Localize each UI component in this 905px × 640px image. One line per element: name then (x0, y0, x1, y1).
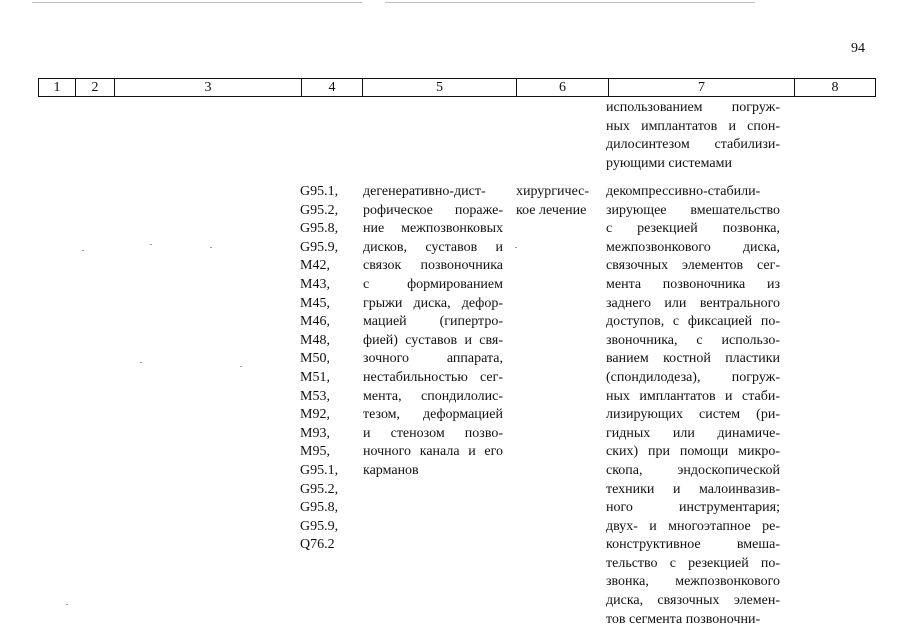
treatment-method-column (606, 183, 780, 629)
method-line: ванием костной пластики (606, 351, 780, 367)
header-cell: 6 (516, 79, 608, 96)
header-cell: 5 (362, 79, 516, 96)
treatment-type-line: кое лечение (516, 202, 587, 218)
method-line: скопа, эндоскопической (606, 462, 780, 478)
diagnosis-line: ние межпозвонковых (363, 221, 503, 237)
header-cell: 7 (608, 79, 794, 96)
method-line: декомпрессивно-стабили- (606, 184, 761, 199)
method-line: звоночника, с использо- (606, 332, 780, 348)
method-line: зирующее вмешательство (606, 202, 780, 218)
diagnosis-line: грыжи диска, дефор- (363, 295, 503, 311)
scan-speck (515, 247, 517, 248)
diagnosis-line: рофическое пораже- (363, 202, 503, 218)
method-line: лизирующих систем (ри- (606, 407, 780, 423)
method-line: доступов, с фиксацией по- (606, 314, 780, 330)
method-line: использованием погруж- (606, 100, 780, 115)
method-line: ских) при помощи микро- (606, 444, 780, 460)
method-line: заднего или вентрального (606, 295, 780, 311)
page-number: 94 (851, 41, 865, 56)
method-line: техники и малоинвазив- (606, 481, 780, 497)
method-line: тельство с резекцией по- (606, 555, 780, 571)
scan-speck (240, 366, 242, 367)
header-cell: 1 (53, 80, 61, 95)
method-line: связочных элементов сег- (606, 258, 780, 274)
header-cell: 8 (794, 79, 875, 96)
diagnosis-code: M42, (300, 258, 330, 274)
method-line: дилосинтезом стабилизи- (606, 137, 780, 153)
diagnosis-code: M46, (300, 314, 330, 330)
diagnosis-code: M92, (300, 407, 330, 423)
diagnosis-code: G95.1, (300, 184, 339, 199)
diagnosis-code: Q76.2 (300, 537, 335, 553)
method-line: диска, связочных элемен- (606, 593, 780, 609)
header-cell: 2 (75, 79, 114, 96)
scan-speck (66, 604, 68, 605)
diagnosis-code: G95.2, (300, 481, 339, 497)
table-header-row (38, 78, 876, 97)
diagnosis-code: G95.2, (300, 202, 339, 218)
treatment-type-line: хирургичес- (516, 184, 590, 199)
method-line: гидных или динамиче- (606, 425, 780, 441)
diagnosis-code: G95.9, (300, 239, 339, 255)
diagnosis-line: мента, спондилолис- (363, 388, 503, 404)
diagnosis-code: M93, (300, 425, 330, 441)
scan-speck (150, 244, 152, 245)
diagnosis-code: G95.9, (300, 518, 339, 534)
treatment-type-column (516, 183, 600, 220)
method-line: двух- и многоэтапное ре- (606, 518, 780, 534)
scan-speck (82, 250, 84, 251)
method-line: тов сегмента позвоночни- (606, 611, 761, 627)
diagnosis-code: G95.8, (300, 221, 339, 237)
method-line: ных имплантатов и спон- (606, 118, 780, 134)
diagnosis-line: мацией (гипертро- (363, 314, 503, 330)
diagnosis-column (363, 183, 503, 481)
method-line: ных имплантатов и стаби- (606, 388, 780, 404)
diagnosis-line: фией) суставов и свя- (363, 332, 503, 348)
top-rule-right (385, 2, 755, 3)
diagnosis-code: M43, (300, 276, 330, 292)
diagnosis-code: M48, (300, 332, 330, 348)
diagnosis-line: зочного аппарата, (363, 351, 503, 367)
header-cell: 4 (301, 79, 362, 96)
method-line: межпозвонкового диска, (606, 239, 780, 255)
diagnosis-line: нестабильностью сег- (363, 369, 503, 385)
diagnosis-code: M50, (300, 351, 330, 367)
continued-method-text (606, 99, 780, 173)
scan-speck (210, 247, 212, 248)
diagnosis-line: ночного канала и его (363, 444, 503, 460)
diagnosis-line: с формированием (363, 276, 503, 292)
method-line: с резекцией позвонка, (606, 221, 780, 237)
diagnosis-code: M53, (300, 388, 330, 404)
diagnosis-code: M51, (300, 369, 330, 385)
header-cell: 3 (114, 79, 301, 96)
scan-speck (140, 362, 142, 363)
diagnosis-code: M45, (300, 295, 330, 311)
diagnosis-line: карманов (363, 462, 419, 478)
method-line: мента позвоночника из (606, 276, 780, 292)
method-line: ного инструментария; (606, 500, 780, 516)
diagnosis-code: G95.8, (300, 500, 339, 516)
method-line: конструктивное вмеша- (606, 537, 780, 553)
diagnosis-line: тезом, деформацией (363, 407, 503, 423)
diagnosis-codes-column (300, 183, 358, 555)
method-line: звонка, межпозвонкового (606, 574, 780, 590)
diagnosis-line: и стенозом позво- (363, 425, 503, 441)
diagnosis-line: дегенеративно-дист- (363, 184, 486, 199)
diagnosis-code: M95, (300, 444, 330, 460)
diagnosis-line: связок позвоночника (363, 258, 503, 274)
method-line: (спондилодеза), погруж- (606, 369, 780, 385)
top-rule-left (32, 2, 362, 3)
diagnosis-code: G95.1, (300, 462, 339, 478)
method-line: рующими системами (606, 155, 732, 171)
diagnosis-line: дисков, суставов и (363, 239, 503, 255)
